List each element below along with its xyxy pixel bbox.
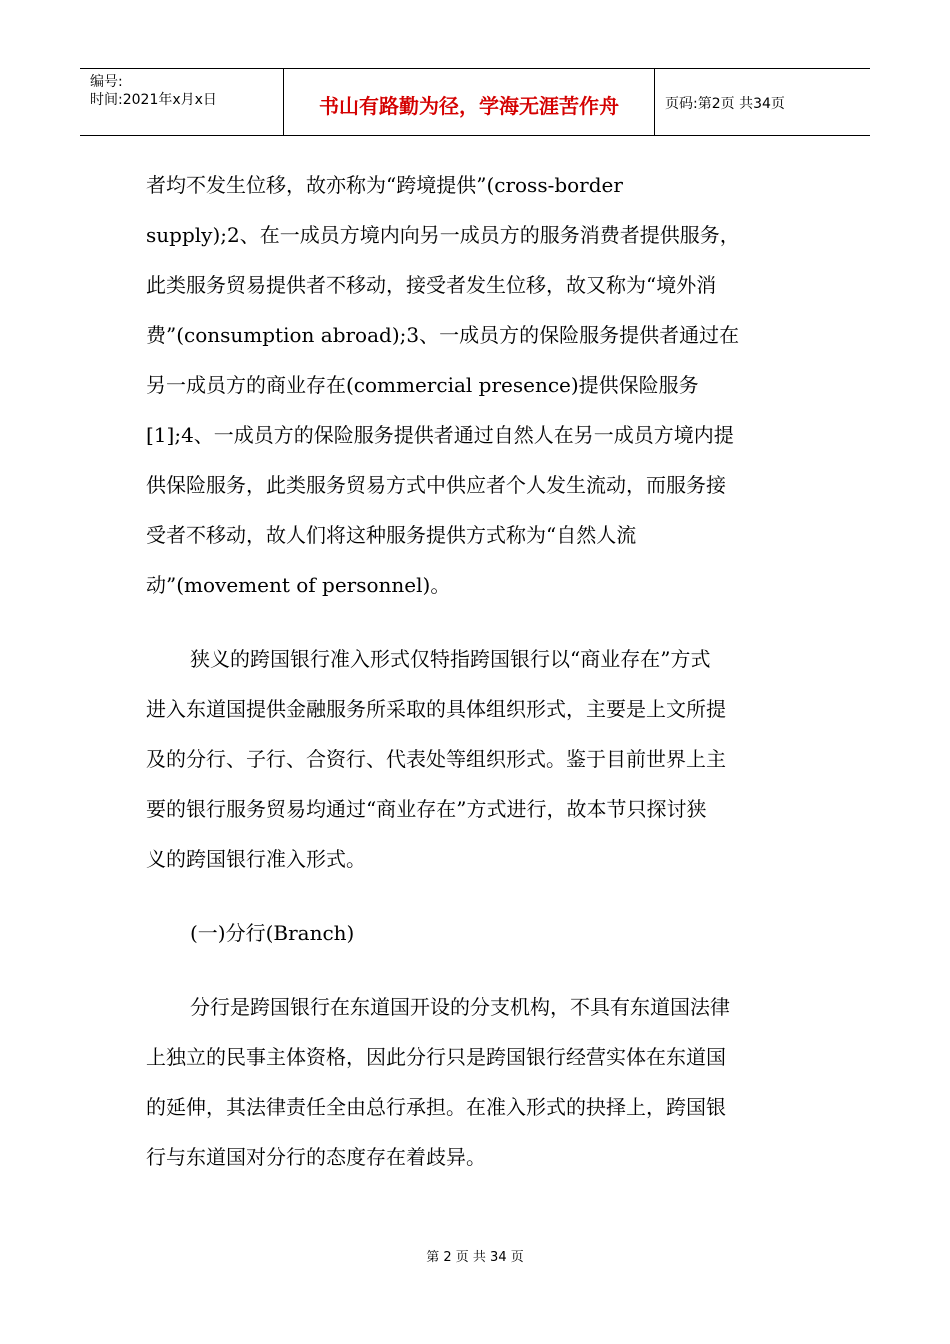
page-header [80,68,870,136]
text-line: 供保险服务，此类服务贸易方式中供应者个人发生流动，而服务接 [146,473,726,497]
text-line: 行与东道国对分行的态度存在着歧异。 [146,1145,486,1169]
header-meta [80,69,284,135]
text-line: 动”(movement of personnel)。 [146,573,451,597]
text-line: 费”(consumption abroad);3、一成员方的保险服务提供者通过在 [146,323,740,347]
text-line: 义的跨国银行准入形式。 [146,847,366,871]
text-line: 及的分行、子行、合资行、代表处等组织形式。鉴于目前世界上主 [146,747,726,771]
text-line: 受者不移动，故人们将这种服务提供方式称为“自然人流 [146,523,637,547]
text-line: 者均不发生位移，故亦称为“跨境提供”(cross-border [146,173,623,197]
text-line: [1];4、一成员方的保险服务提供者通过自然人在另一成员方境内提 [146,423,734,447]
paragraph-2 [146,634,816,884]
text-line: 狭义的跨国银行准入形式仅特指跨国银行以“商业存在”方式 [190,647,711,671]
section-heading-text: (一)分行(Branch) [190,921,355,945]
text-line: 的延伸，其法律责任全由总行承担。在准入形式的抉择上，跨国银 [146,1095,726,1119]
document-date: 时间:2021年x月x日 [90,92,217,108]
document-body [146,160,816,1182]
text-line: 要的银行服务贸易均通过“商业存在”方式进行，故本节只探讨狭 [146,797,707,821]
text-line: 另一成员方的商业存在(commercial presence)提供保险服务 [146,373,699,397]
text-line: 分行是跨国银行在东道国开设的分支机构，不具有东道国法律 [190,995,730,1019]
header-motto: 书山有路勤为径，学海无涯苦作舟 [284,69,655,135]
section-heading [146,908,816,958]
page-footer: 第 2 页 共 34 页 [426,1250,524,1265]
document-number-label: 编号: [90,74,123,90]
text-line: 上独立的民事主体资格，因此分行只是跨国银行经营实体在东道国 [146,1045,726,1069]
paragraph-3 [146,982,816,1182]
text-line: supply);2、在一成员方境内向另一成员方的服务消费者提供服务， [146,223,740,247]
header-page-code: 页码:第2页 共34页 [665,96,785,112]
paragraph-1 [146,160,816,610]
text-line: 进入东道国提供金融服务所采取的具体组织形式，主要是上文所提 [146,697,726,721]
text-line: 此类服务贸易提供者不移动，接受者发生位移，故又称为“境外消 [146,273,717,297]
